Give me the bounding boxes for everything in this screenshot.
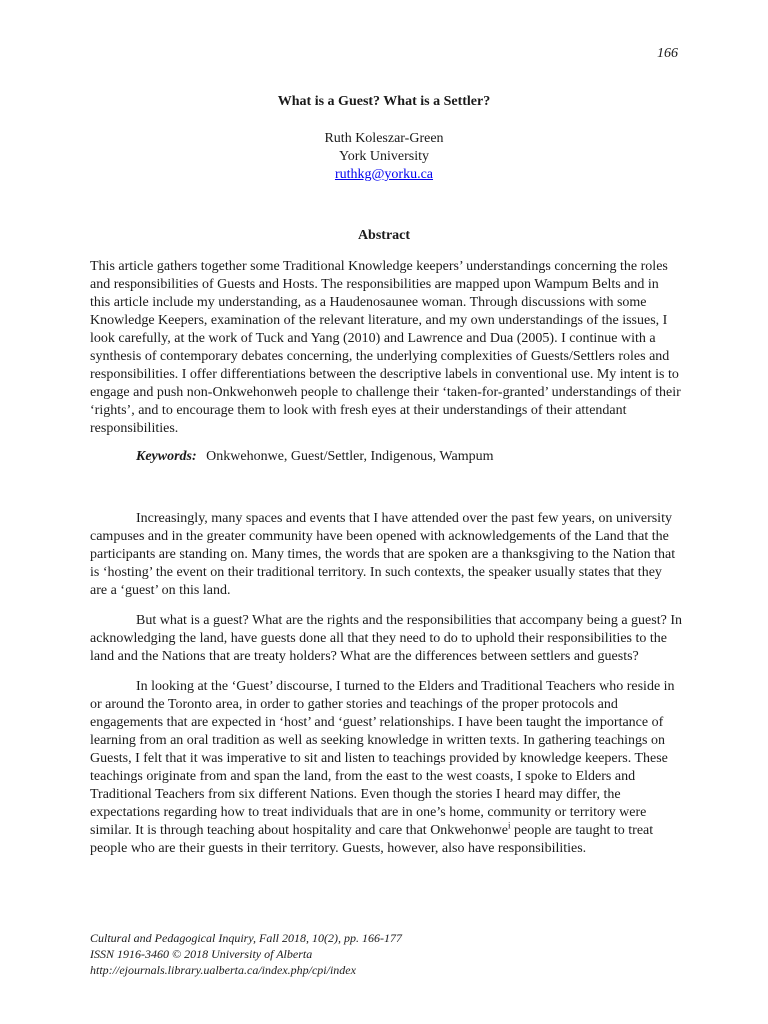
abstract-text: This article gathers together some Traditional Knowledge keepers’ understandings concerning the roles and responsibilities of Guests and Hosts. The responsibilities are mapped upon Wampum Belts and in this article include my understanding, as a Haudenosaunee woman. Through discussions with some Knowledge Keepers, examination of the relevant literature, and my own understandings of the issues, I look carefully, at the work of Tuck and Yang (2010) and Lawrence and Dua (2005). I continue with a synthesis of contemporary debates concerning, the underlying complexities of Guests/Settlers roles and responsibilities. I offer differentiations between the descriptive labels in conventional use. My intent is to engage and push non-Onkwehonweh people to challenge their ‘taken-for-granted’ understandings of their ‘rights’, and to encourage them to look with fresh eyes at their understandings of their attendant responsibilities. [90, 259, 681, 436]
journal-footer [90, 930, 682, 978]
keywords-line [136, 448, 682, 466]
author-name: Ruth Koleszar-Green [324, 131, 444, 146]
body-paragraph-1: Increasingly, many spaces and events that I have attended over the past few years, on university campuses and in the greater community have been opened with acknowledgements of the Land that the participants are standing on. Many times, the words that are spoken are a thanksgiving to the Nation that is ‘hosting’ the event on their traditional territory. In such contexts, the speaker usually states that they are a ‘guest’ on this land. [90, 511, 676, 598]
body-paragraph-2: But what is a guest? What are the rights and the responsibilities that accompany being a guest? In acknowledging the land, have guests done all that they need to do to uphold their responsibilities to the land and the Nations that are treaty holders? What are the differences between settlers and guests? [90, 613, 682, 664]
article-body [90, 510, 682, 870]
keywords-label: Keywords: [136, 449, 197, 464]
abstract-heading: Abstract [357, 228, 411, 243]
footer-issn: ISSN 1916-3460 © 2018 University of Alberta [90, 947, 313, 961]
author-email-link[interactable]: ruthkg@yorku.ca [334, 167, 434, 182]
article-title: What is a Guest? What is a Settler? [277, 94, 491, 109]
body-paragraph-3-text-a: In looking at the ‘Guest’ discourse, I turned to the Elders and Traditional Teachers who reside in or around the Toronto area, in order to gather stories and teachings of the proper protocols and engagements that are expected in ‘host’ and ‘guest’ relationships. I have been taught the importance of learning from an oral tradition as well as seeking knowledge in written texts. In gathering teachings on Guests, I felt that it was imperative to sit and listen to teachings provided by knowledge keepers. These teachings originate from and span the land, from the east to the west coasts, I spoke to Elders and Traditional Teachers from six different Nations. Even though the stories I heard may differ, the expectations regarding how to treat individuals that are in one’s home, community or territory were similar. It is through teaching about hospitality and care that Onkwehonwe [90, 679, 675, 838]
author-block [0, 130, 768, 184]
body-paragraph-3-text-b: people are taught to treat people who are their guests in their territory. Guests, however, also have responsibilities. [90, 823, 654, 856]
footer-url: http://ejournals.library.ualberta.ca/index.php/cpi/index [90, 963, 356, 977]
keywords-value: Onkwehonwe, Guest/Settler, Indigenous, Wampum [206, 449, 494, 464]
page-number: 166 [657, 46, 678, 61]
footer-citation: Cultural and Pedagogical Inquiry, Fall 2018, 10(2), pp. 166-177 [90, 931, 402, 945]
body-paragraph-3 [90, 678, 682, 858]
endnote-marker[interactable]: i [507, 820, 511, 831]
author-affiliation: York University [339, 149, 429, 164]
